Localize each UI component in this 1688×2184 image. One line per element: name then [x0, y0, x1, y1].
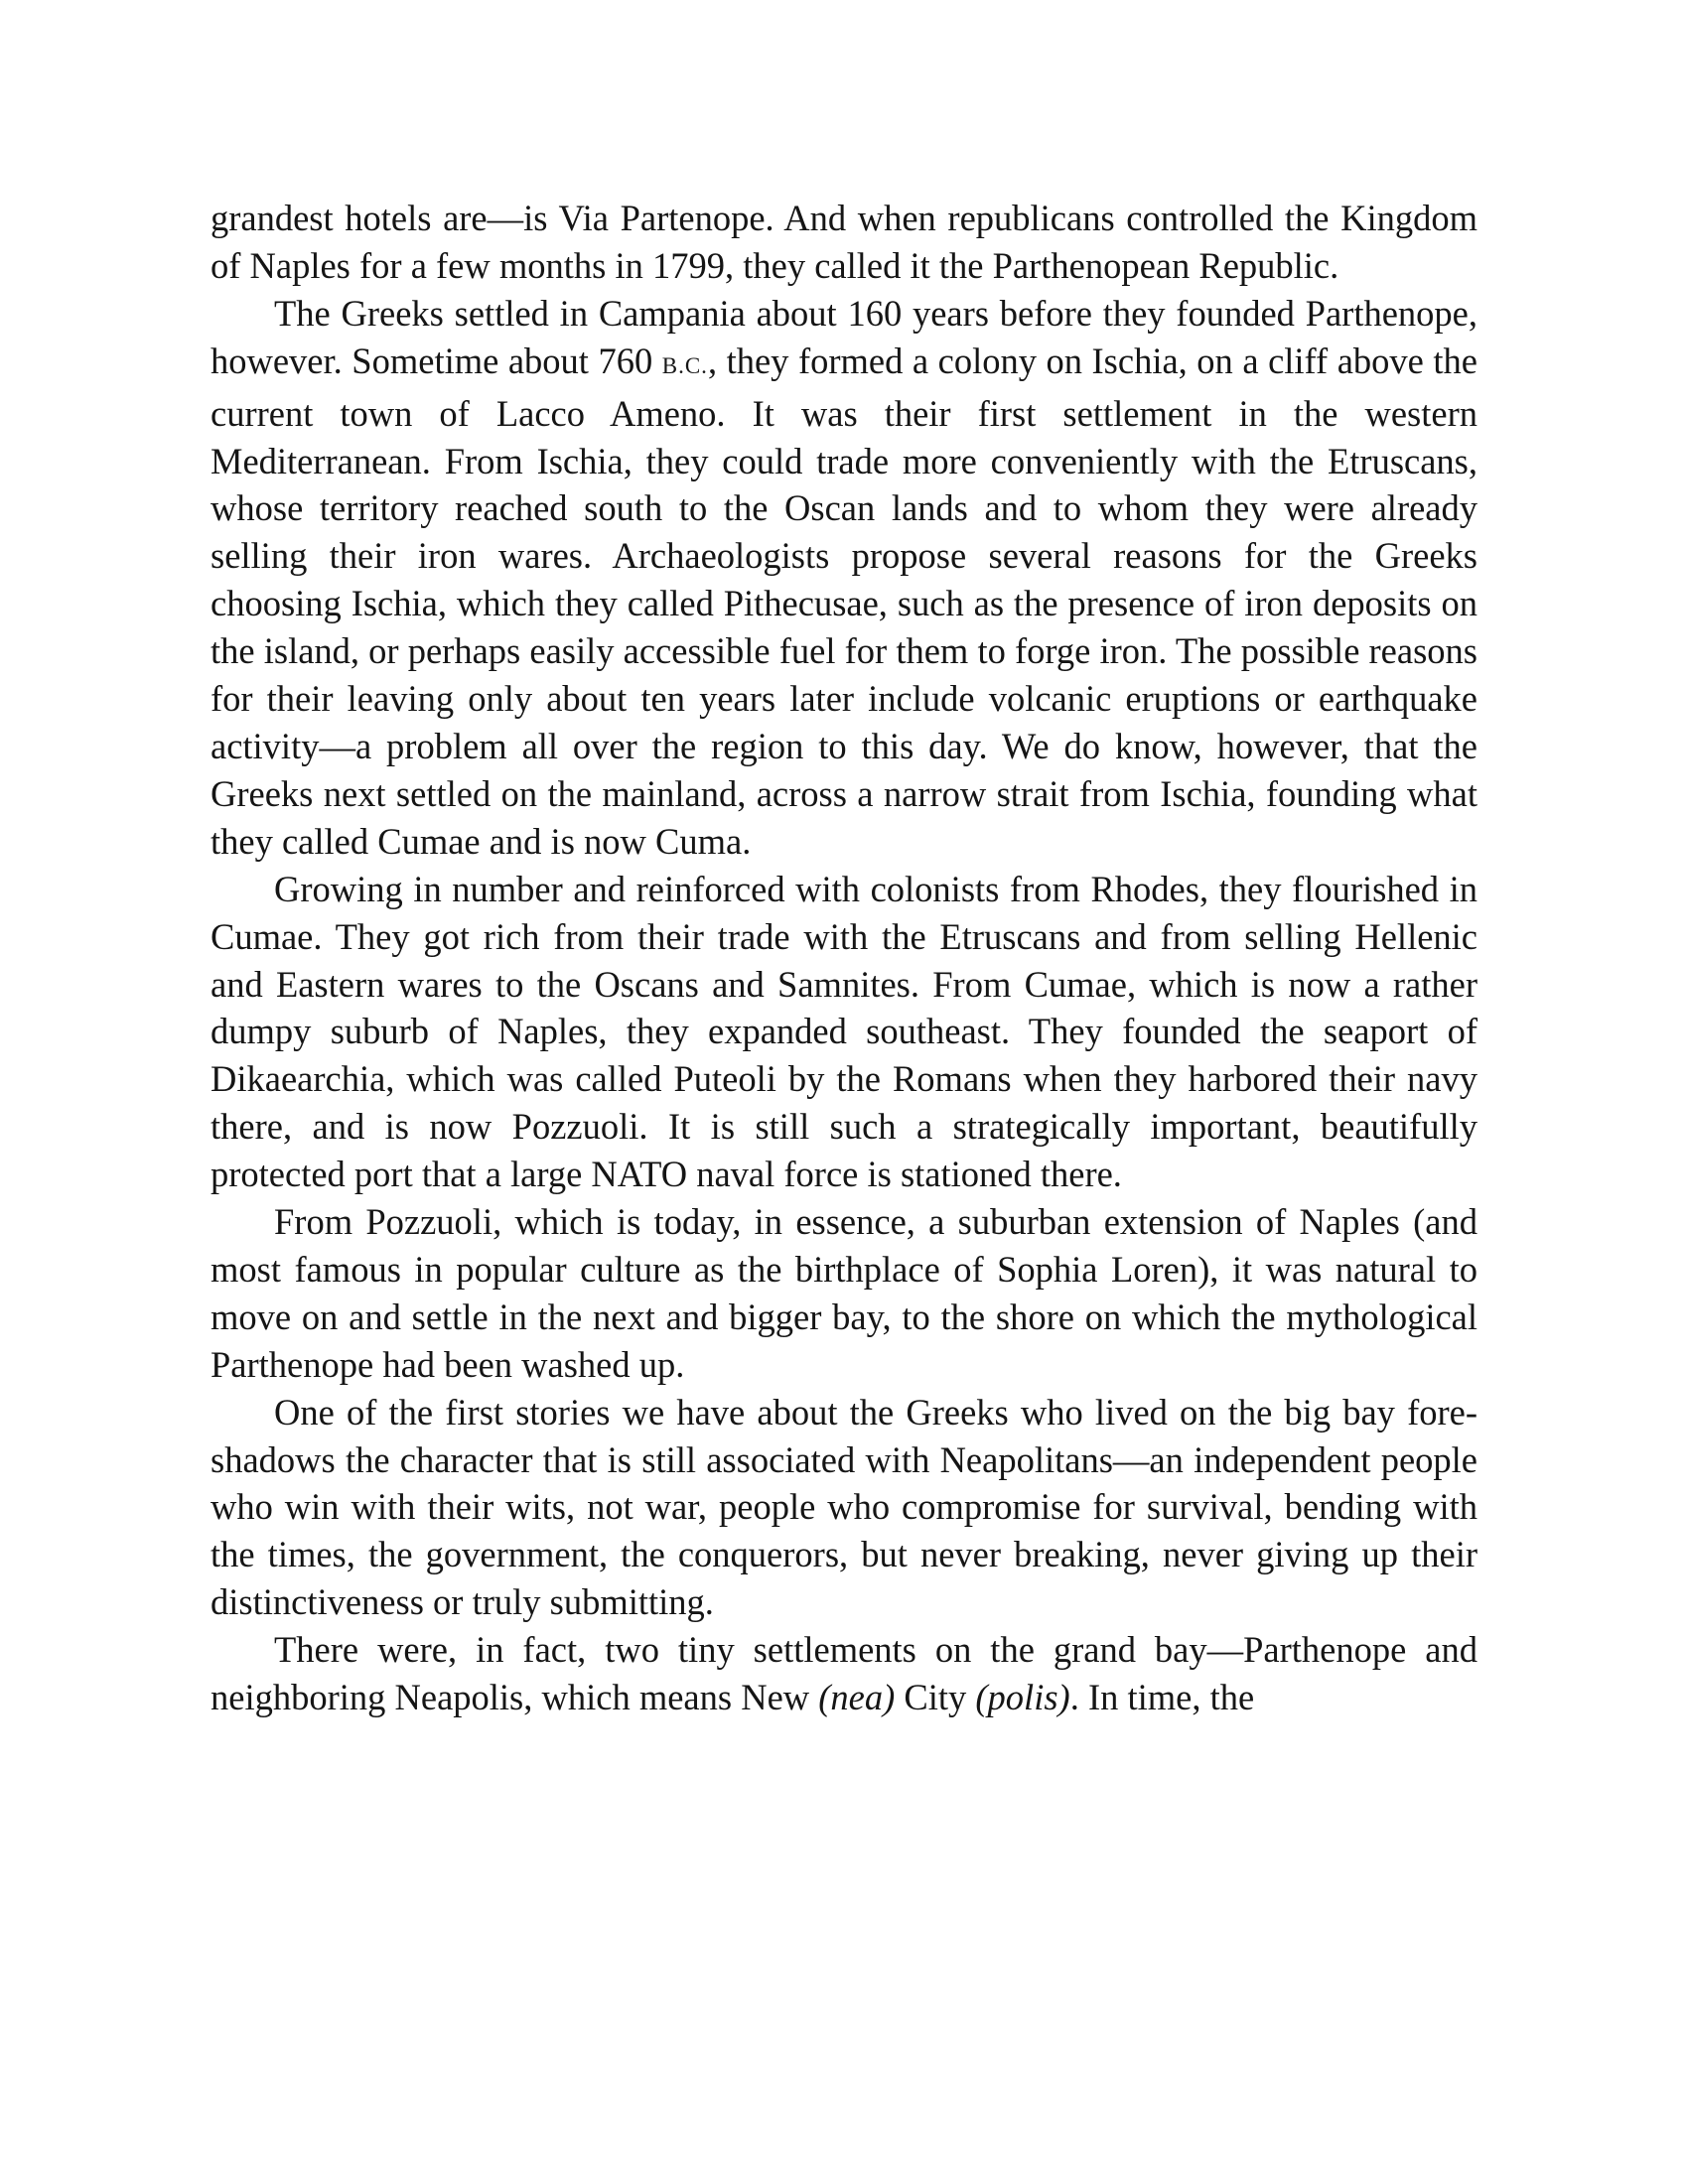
paragraph [211, 1389, 1477, 1627]
text-run: One of the first stories we have about the Greeks who lived on the big bay fore-shadows the character that is still associated with Neapolitans—an independent people who win with their wits, not war, people who compromise for survival, bending with the times, the government, the conquerors, but never breaking, never giving up their distinctiveness or truly submitting. [211, 1391, 1477, 1623]
text-run: grandest hotels are—is Via Partenope. And when republicans controlled the Kingdom of Naples for a few months in 1799, they called it the Parthenopean Republic. [211, 198, 1477, 286]
paragraph [211, 290, 1477, 866]
text-run: , they formed a colony on Ischia, on a cliff above the current town of Lacco Ameno. It was their first settlement in the western Mediterranean. From Ischia, they could trade more conveniently with the Etruscans, whose territory reached south to the Oscan lands and to whom they were already selling their iron wares. Archaeologists propose several reasons for the Greeks choosing Ischia, which they called Pithecusae, such as the presence of iron deposits on the island, or perhaps easily accessible fuel for them to forge iron. The possible reasons for their leaving only about ten years later include volcanic eruptions or earthquake activity—a problem all over the region to this day. We do know, however, that the Greeks next settled on the mainland, across a narrow strait from Ischia, founding what they called Cumae and is now Cuma. [211, 340, 1477, 862]
text-run: There were, in fact, two tiny settlements on the grand bay—Parthenope and neighboring Neapolis, which means New [211, 1629, 1477, 1718]
page-body [211, 195, 1477, 1721]
text-run: From Pozzuoli, which is today, in essence, a suburban extension of Naples (and most famous in popular culture as the birthplace of Sophia Loren), it was natural to move on and settle in the next and bigger bay, to the shore on which the mythological Parthenope had been washed up. [211, 1201, 1477, 1385]
text-run: The Greeks settled in Campania about 160 years before they founded Parthenope, however. Sometime about 760 [211, 292, 1477, 381]
text-run: City [895, 1677, 976, 1718]
italic-term: (nea) [818, 1677, 896, 1718]
paragraph [211, 1626, 1477, 1721]
era-abbreviation: B.C. [661, 352, 708, 378]
paragraph [211, 866, 1477, 1198]
paragraph [211, 1198, 1477, 1389]
text-run: Growing in number and reinforced with colonists from Rhodes, they flourished in Cumae. They got rich from their trade with the Etruscans and from selling Hellenic and Eastern wares to the Oscans and Samnites. From Cumae, which is now a rather dumpy suburb of Naples, they expanded southeast. They founded the seaport of Dikaearchia, which was called Puteoli by the Romans when they harbored their navy there, and is now Pozzuoli. It is still such a strategically important, beautifully protected port that a large NATO naval force is stationed there. [211, 868, 1477, 1195]
paragraph [211, 195, 1477, 290]
italic-term: (polis) [975, 1677, 1070, 1718]
text-run: . In time, the [1069, 1677, 1255, 1718]
